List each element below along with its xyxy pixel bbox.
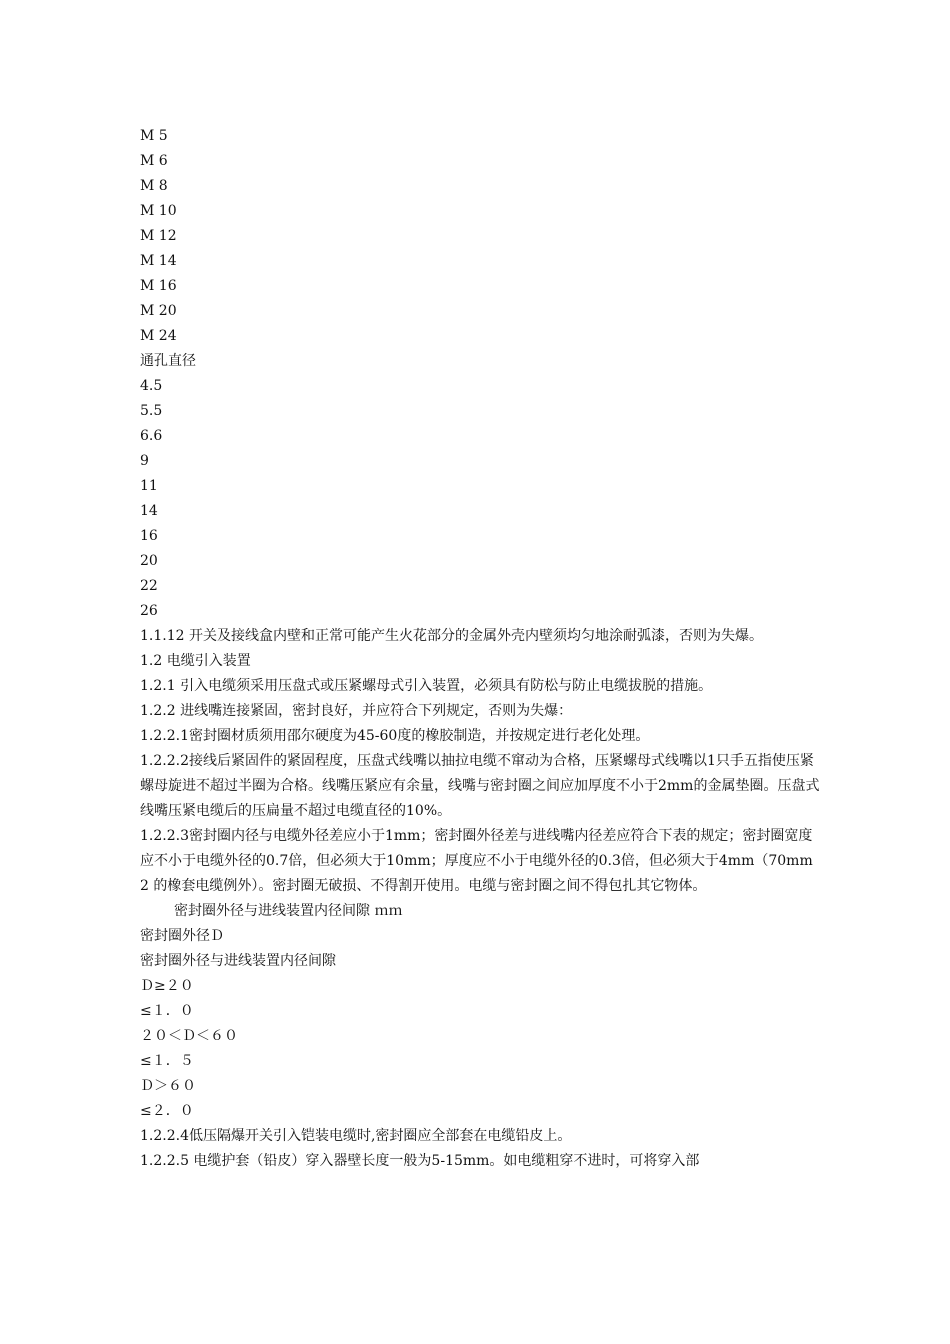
section-1-2-1: 1.2.1 引入电缆须采用压盘式或压紧螺母式引入装置，必须具有防松与防止电缆拔脱的措施。	[140, 678, 713, 694]
table-cell: ２０＜Ｄ＜６０	[140, 1028, 238, 1044]
hole-diameter-item: 5.5	[140, 403, 163, 419]
hole-diameter-item: 4.5	[140, 378, 163, 394]
table-title: 密封圈外径与进线装置内径间隙 ｍｍ	[174, 903, 403, 919]
table-header-cell: 密封圈外径与进线装置内径间隙	[140, 953, 336, 969]
section-1-1-12: 1.1.12 开关及接线盒内壁和正常可能产生火花部分的金属外壳内壁须均匀地涂耐弧漆，否则为失爆。	[140, 628, 763, 644]
bolt-size-item: M 14	[140, 253, 177, 269]
section-1-2-2-4: 1.2.2.4低压隔爆开关引入铠装电缆时,密封圈应全部套在电缆铅皮上。	[140, 1128, 572, 1144]
bolt-size-item: M 10	[140, 203, 177, 219]
hole-diameter-item: 11	[140, 478, 158, 494]
hole-diameter-header: 通孔直径	[140, 353, 196, 369]
hole-diameter-item: 20	[140, 553, 158, 569]
bolt-size-item: M 8	[140, 178, 168, 194]
bolt-size-item: M 12	[140, 228, 177, 244]
section-1-2-2-2: 1.2.2.2接线后紧固件的紧固程度，压盘式线嘴以抽拉电缆不窜动为合格，压紧螺母式线嘴以1只手五指使压紧螺母旋进不超过半圈为合格。线嘴压紧应有余量，线嘴与密封圈之间应加厚度不小于2mm的金属垫圈。压盘式线嘴压紧电缆后的压扁量不超过电缆直径的10%。	[140, 753, 820, 819]
hole-diameter-item: 16	[140, 528, 158, 544]
section-1-2-2-3: 1.2.2.3密封圈内径与电缆外径差应小于1mm；密封圈外径差与进线嘴内径差应符合下表的规定；密封圈宽度应不小于电缆外径的0.7倍，但必须大于10mm；厚度应不小于电缆外径的0.3倍，但必须大于4mm（70mm2 的橡套电缆例外）。密封圈无破损、不得割开使用。电缆与密封圈之间不得包扎其它物体。	[140, 828, 813, 894]
table-cell: Ｄ≥２０	[140, 978, 194, 994]
table-cell: ≤１．０	[140, 1003, 194, 1019]
table-cell: Ｄ＞６０	[140, 1078, 196, 1094]
hole-diameter-item: 14	[140, 503, 158, 519]
hole-diameter-item: 26	[140, 603, 158, 619]
bolt-size-item: M 16	[140, 278, 177, 294]
bolt-size-item: M 6	[140, 153, 168, 169]
document-page	[140, 124, 820, 1174]
section-1-2-2-1: 1.2.2.1密封圈材质须用邵尔硬度为45-60度的橡胶制造，并按规定进行老化处理。	[140, 728, 650, 744]
table-cell: ≤２．０	[140, 1103, 194, 1119]
section-1-2-2: 1.2.2 进线嘴连接紧固，密封良好，并应符合下列规定，否则为失爆：	[140, 703, 573, 719]
section-heading-1-2: 1.2 电缆引入装置	[140, 653, 251, 669]
hole-diameter-item: 22	[140, 578, 158, 594]
section-1-2-2-5: 1.2.2.5 电缆护套（铅皮）穿入器壁长度一般为5-15mm。如电缆粗穿不进时，可将穿入部	[140, 1153, 700, 1169]
hole-diameter-item: 9	[140, 453, 149, 469]
table-header-cell: 密封圈外径Ｄ	[140, 928, 224, 944]
bolt-size-item: M 20	[140, 303, 177, 319]
bolt-size-item: M 24	[140, 328, 177, 344]
table-cell: ≤１．５	[140, 1053, 194, 1069]
hole-diameter-item: 6.6	[140, 428, 163, 444]
bolt-size-item: M 5	[140, 128, 168, 144]
